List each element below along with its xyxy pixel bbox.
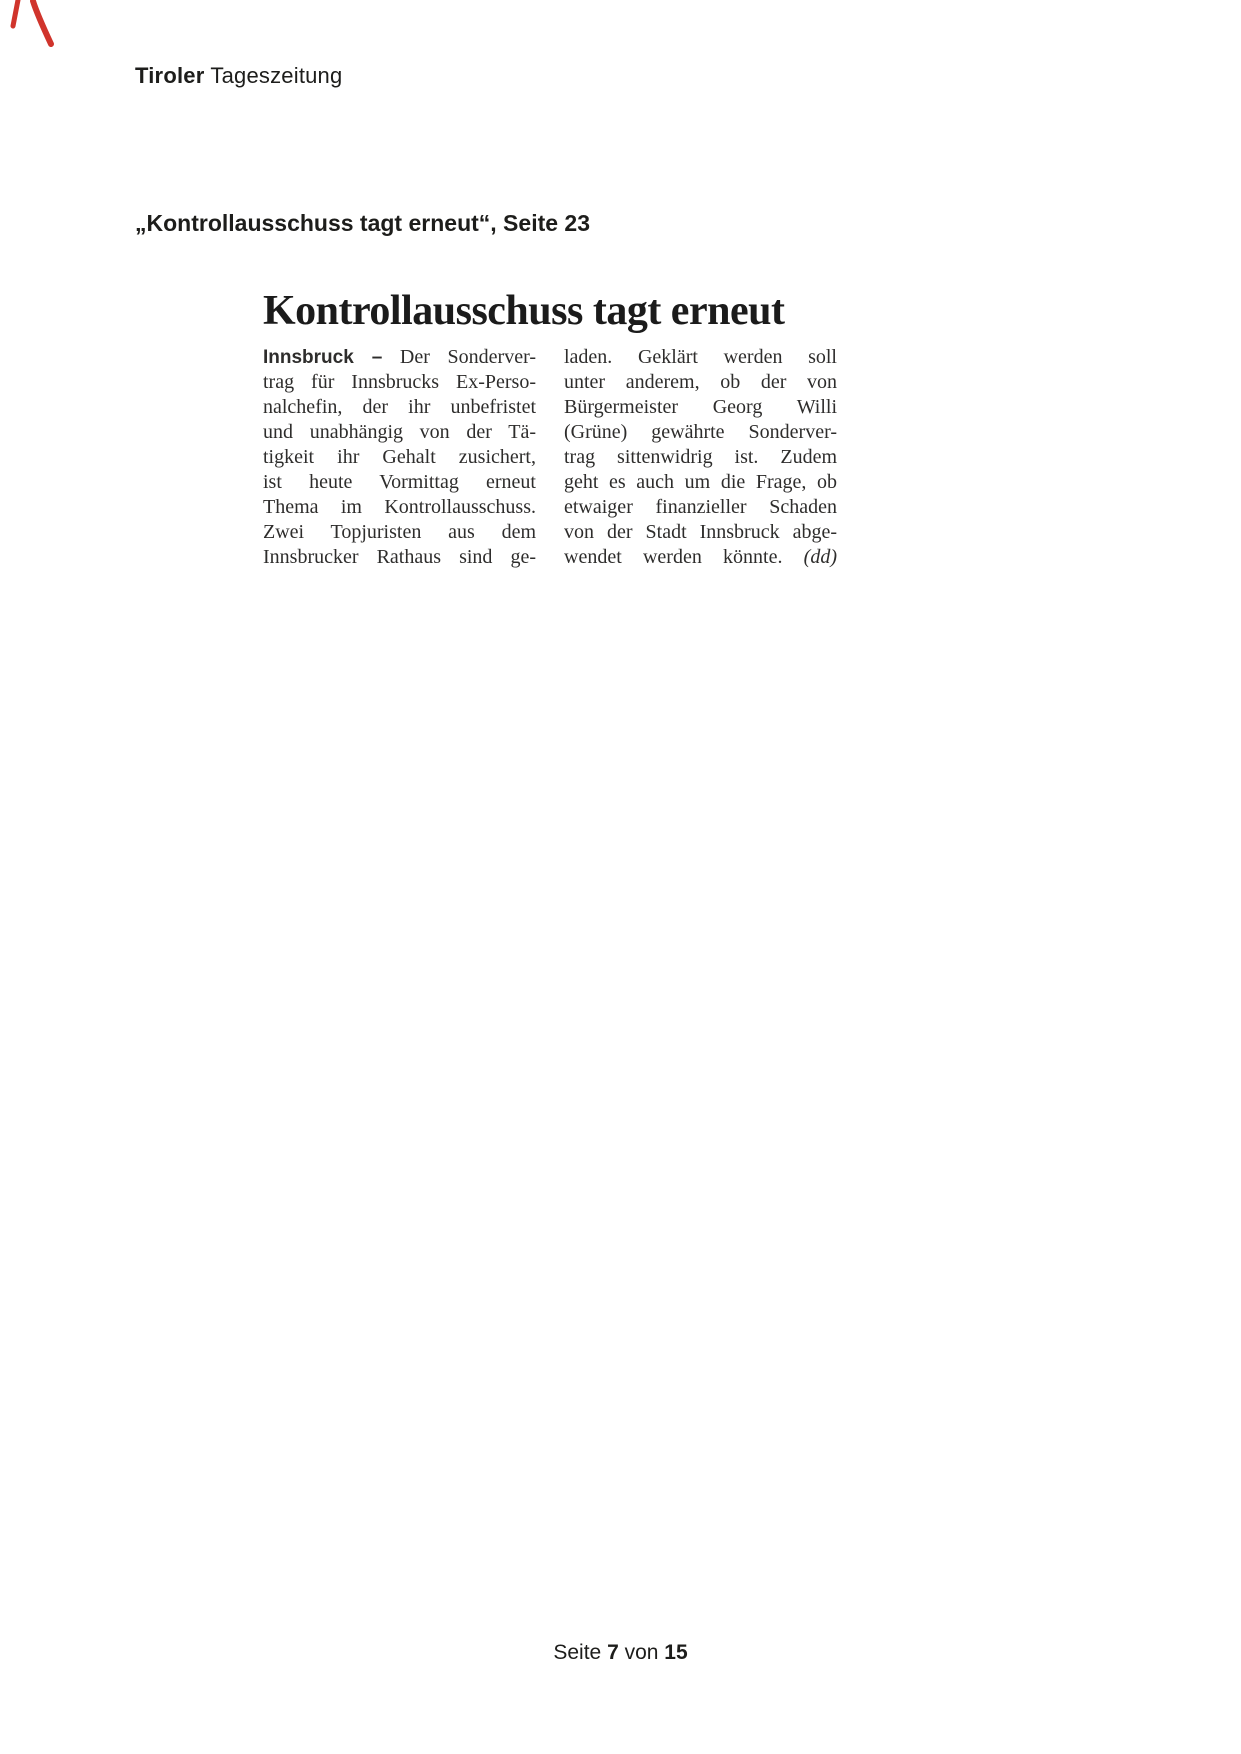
article-text: unter anderem, ob der von xyxy=(564,371,837,393)
article-clipping xyxy=(263,288,837,570)
article-text: (Grüne) gewährte Sonderver- xyxy=(564,421,837,443)
article-line xyxy=(263,395,536,420)
article-dateline: Innsbruck – xyxy=(263,347,383,368)
masthead xyxy=(135,63,342,89)
article-text: trag sittenwidrig ist. Zudem xyxy=(564,446,837,468)
article-line xyxy=(263,470,536,495)
article-text: wendet werden könnte. xyxy=(564,546,804,568)
reference-heading: „Kontrollausschuss tagt erneut“, Seite 23 xyxy=(135,210,591,236)
article-line xyxy=(564,520,837,545)
article-text: trag für Innsbrucks Ex-Perso- xyxy=(263,371,536,393)
article-text: von der Stadt Innsbruck abge- xyxy=(564,521,837,543)
article-text: Innsbrucker Rathaus sind ge- xyxy=(263,546,536,568)
article-text: geht es auch um die Frage, ob xyxy=(564,471,837,493)
article-line xyxy=(263,370,536,395)
footer-word-of: von xyxy=(624,1641,659,1664)
article-line xyxy=(564,470,837,495)
article-line xyxy=(263,345,536,370)
article-line xyxy=(564,545,837,570)
footer-current-page: 7 xyxy=(607,1641,619,1664)
article-text: und unabhängig von der Tä- xyxy=(263,421,536,443)
masthead-brand-regular: Tageszeitung xyxy=(204,63,343,88)
article-line xyxy=(564,370,837,395)
article-line xyxy=(564,395,837,420)
article-line xyxy=(564,495,837,520)
red-pen-marks xyxy=(4,0,56,52)
article-text: tigkeit ihr Gehalt zusichert, xyxy=(263,446,536,468)
footer-total-pages: 15 xyxy=(664,1641,688,1664)
article-line xyxy=(263,545,536,570)
article-line xyxy=(263,495,536,520)
article-text: Der Sonderver- xyxy=(382,346,536,368)
article-line xyxy=(564,420,837,445)
article-column xyxy=(263,345,536,570)
article-columns xyxy=(263,345,837,570)
article-column xyxy=(564,345,837,570)
article-headline: Kontrollausschuss tagt erneut xyxy=(263,288,785,334)
article-line xyxy=(263,420,536,445)
article-text: laden. Geklärt werden soll xyxy=(564,346,837,368)
article-line xyxy=(263,520,536,545)
masthead-brand-bold: Tiroler xyxy=(135,63,205,88)
footer-word-page: Seite xyxy=(553,1641,602,1664)
article-text: Zwei Topjuristen aus dem xyxy=(263,521,536,543)
article-text: nalchefin, der ihr unbefristet xyxy=(263,396,536,418)
article-text: Thema im Kontrollausschuss. xyxy=(263,496,536,518)
article-credit: (dd) xyxy=(803,546,837,568)
article-text: ist heute Vormittag erneut xyxy=(263,471,536,493)
article-line xyxy=(564,445,837,470)
page-footer xyxy=(0,1641,1241,1665)
article-line xyxy=(263,445,536,470)
article-line xyxy=(564,345,837,370)
article-text: etwaiger finanzieller Schaden xyxy=(564,496,837,518)
article-text: Bürgermeister Georg Willi xyxy=(564,396,837,418)
